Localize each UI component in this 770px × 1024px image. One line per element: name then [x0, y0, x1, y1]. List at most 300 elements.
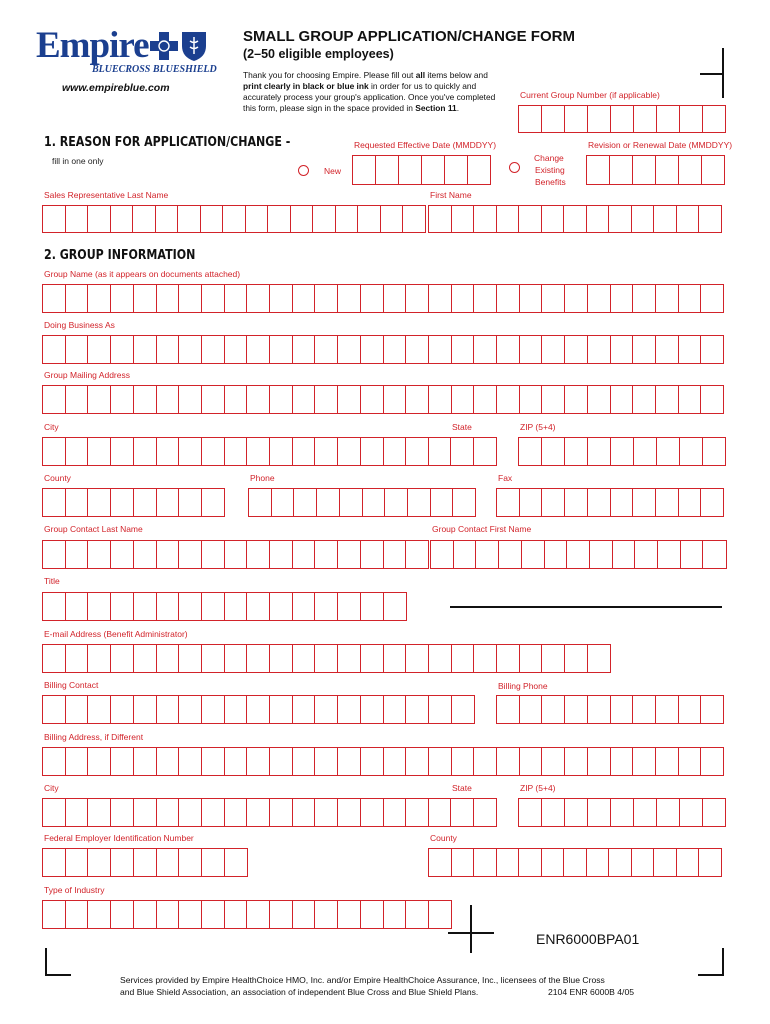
- char-box[interactable]: [269, 900, 293, 929]
- char-box[interactable]: [337, 900, 361, 929]
- char-box[interactable]: [314, 437, 338, 466]
- char-box[interactable]: [156, 644, 180, 673]
- char-box[interactable]: [564, 488, 588, 517]
- option-change-radio[interactable]: [509, 162, 520, 173]
- char-box[interactable]: [405, 335, 429, 364]
- char-box[interactable]: [201, 437, 225, 466]
- char-box[interactable]: [451, 848, 475, 877]
- char-box[interactable]: [610, 437, 634, 466]
- char-box[interactable]: [65, 385, 89, 414]
- char-box[interactable]: [428, 644, 452, 673]
- char-box[interactable]: [314, 644, 338, 673]
- char-box[interactable]: [428, 798, 452, 827]
- char-box[interactable]: [541, 205, 565, 233]
- char-box[interactable]: [133, 437, 157, 466]
- char-box[interactable]: [133, 644, 157, 673]
- char-box[interactable]: [246, 644, 270, 673]
- char-box[interactable]: [360, 798, 384, 827]
- char-box[interactable]: [292, 798, 316, 827]
- char-box[interactable]: [519, 284, 543, 313]
- char-box[interactable]: [201, 335, 225, 364]
- billing-contact-field[interactable]: [42, 695, 473, 724]
- revision-date-field[interactable]: [586, 155, 724, 185]
- char-box[interactable]: [428, 747, 452, 776]
- char-box[interactable]: [360, 695, 384, 724]
- contact-first-field[interactable]: [430, 540, 725, 569]
- char-box[interactable]: [632, 488, 656, 517]
- char-box[interactable]: [245, 205, 269, 233]
- char-box[interactable]: [65, 695, 89, 724]
- char-box[interactable]: [564, 284, 588, 313]
- char-box[interactable]: [133, 695, 157, 724]
- char-box[interactable]: [610, 385, 634, 414]
- char-box[interactable]: [87, 335, 111, 364]
- char-box[interactable]: [518, 105, 542, 133]
- char-box[interactable]: [133, 385, 157, 414]
- char-box[interactable]: [292, 335, 316, 364]
- char-box[interactable]: [133, 284, 157, 313]
- char-box[interactable]: [634, 540, 658, 569]
- char-box[interactable]: [201, 900, 225, 929]
- char-box[interactable]: [519, 385, 543, 414]
- char-box[interactable]: [156, 747, 180, 776]
- char-box[interactable]: [246, 695, 270, 724]
- char-box[interactable]: [633, 798, 657, 827]
- char-box[interactable]: [337, 437, 361, 466]
- char-box[interactable]: [519, 747, 543, 776]
- char-box[interactable]: [467, 155, 491, 185]
- char-box[interactable]: [656, 437, 680, 466]
- char-box[interactable]: [269, 798, 293, 827]
- char-box[interactable]: [398, 155, 422, 185]
- title-field[interactable]: [42, 592, 405, 621]
- char-box[interactable]: [383, 437, 407, 466]
- char-box[interactable]: [678, 695, 702, 724]
- char-box[interactable]: [405, 385, 429, 414]
- char-box[interactable]: [335, 205, 359, 233]
- char-box[interactable]: [698, 848, 722, 877]
- char-box[interactable]: [587, 437, 611, 466]
- char-box[interactable]: [473, 335, 497, 364]
- char-box[interactable]: [110, 335, 134, 364]
- char-box[interactable]: [292, 540, 316, 569]
- char-box[interactable]: [110, 592, 134, 621]
- char-box[interactable]: [314, 900, 338, 929]
- char-box[interactable]: [200, 205, 224, 233]
- char-box[interactable]: [541, 437, 565, 466]
- char-box[interactable]: [496, 488, 520, 517]
- char-box[interactable]: [337, 335, 361, 364]
- char-box[interactable]: [65, 644, 89, 673]
- char-box[interactable]: [42, 848, 66, 877]
- char-box[interactable]: [564, 437, 588, 466]
- char-box[interactable]: [383, 695, 407, 724]
- char-box[interactable]: [587, 385, 611, 414]
- char-box[interactable]: [702, 540, 726, 569]
- char-box[interactable]: [269, 385, 293, 414]
- char-box[interactable]: [269, 284, 293, 313]
- char-box[interactable]: [201, 540, 225, 569]
- char-box[interactable]: [610, 335, 634, 364]
- char-box[interactable]: [87, 592, 111, 621]
- requested-effective-date-field[interactable]: [352, 155, 490, 185]
- char-box[interactable]: [519, 644, 543, 673]
- char-box[interactable]: [42, 205, 66, 233]
- char-box[interactable]: [224, 437, 248, 466]
- option-new-radio[interactable]: [298, 165, 309, 176]
- char-box[interactable]: [405, 644, 429, 673]
- char-box[interactable]: [678, 155, 702, 185]
- char-box[interactable]: [269, 747, 293, 776]
- char-box[interactable]: [178, 488, 202, 517]
- char-box[interactable]: [655, 488, 679, 517]
- char-box[interactable]: [566, 540, 590, 569]
- char-box[interactable]: [679, 105, 703, 133]
- char-box[interactable]: [428, 284, 452, 313]
- char-box[interactable]: [541, 747, 565, 776]
- char-box[interactable]: [450, 437, 474, 466]
- fax-field[interactable]: [496, 488, 723, 517]
- char-box[interactable]: [608, 848, 632, 877]
- char-box[interactable]: [383, 644, 407, 673]
- char-box[interactable]: [473, 284, 497, 313]
- fein-field[interactable]: [42, 848, 246, 877]
- char-box[interactable]: [224, 385, 248, 414]
- char-box[interactable]: [383, 335, 407, 364]
- billing-address-field[interactable]: [42, 747, 723, 776]
- char-box[interactable]: [110, 284, 134, 313]
- char-box[interactable]: [405, 540, 429, 569]
- char-box[interactable]: [87, 205, 111, 233]
- char-box[interactable]: [678, 385, 702, 414]
- char-box[interactable]: [178, 385, 202, 414]
- char-box[interactable]: [87, 900, 111, 929]
- char-box[interactable]: [292, 437, 316, 466]
- char-box[interactable]: [156, 437, 180, 466]
- char-box[interactable]: [405, 900, 429, 929]
- char-box[interactable]: [314, 335, 338, 364]
- char-box[interactable]: [224, 695, 248, 724]
- char-box[interactable]: [360, 335, 384, 364]
- char-box[interactable]: [42, 695, 66, 724]
- char-box[interactable]: [360, 592, 384, 621]
- char-box[interactable]: [473, 798, 497, 827]
- char-box[interactable]: [292, 644, 316, 673]
- char-box[interactable]: [110, 437, 134, 466]
- char-box[interactable]: [357, 205, 381, 233]
- char-box[interactable]: [541, 798, 565, 827]
- char-box[interactable]: [337, 695, 361, 724]
- char-box[interactable]: [383, 798, 407, 827]
- char-box[interactable]: [178, 900, 202, 929]
- char-box[interactable]: [679, 798, 703, 827]
- char-box[interactable]: [201, 488, 225, 517]
- char-box[interactable]: [87, 747, 111, 776]
- char-box[interactable]: [42, 335, 66, 364]
- char-box[interactable]: [133, 900, 157, 929]
- char-box[interactable]: [178, 644, 202, 673]
- char-box[interactable]: [65, 900, 89, 929]
- char-box[interactable]: [451, 644, 475, 673]
- char-box[interactable]: [222, 205, 246, 233]
- char-box[interactable]: [564, 695, 588, 724]
- char-box[interactable]: [518, 798, 542, 827]
- char-box[interactable]: [269, 437, 293, 466]
- char-box[interactable]: [110, 695, 134, 724]
- char-box[interactable]: [267, 205, 291, 233]
- char-box[interactable]: [314, 747, 338, 776]
- char-box[interactable]: [110, 488, 134, 517]
- char-box[interactable]: [42, 592, 66, 621]
- char-box[interactable]: [337, 747, 361, 776]
- char-box[interactable]: [632, 335, 656, 364]
- char-box[interactable]: [587, 747, 611, 776]
- char-box[interactable]: [87, 540, 111, 569]
- char-box[interactable]: [428, 335, 452, 364]
- char-box[interactable]: [384, 488, 408, 517]
- char-box[interactable]: [65, 488, 89, 517]
- char-box[interactable]: [653, 205, 677, 233]
- char-box[interactable]: [65, 437, 89, 466]
- char-box[interactable]: [42, 900, 66, 929]
- char-box[interactable]: [473, 747, 497, 776]
- char-box[interactable]: [612, 540, 636, 569]
- char-box[interactable]: [177, 205, 201, 233]
- char-box[interactable]: [451, 205, 475, 233]
- char-box[interactable]: [133, 747, 157, 776]
- char-box[interactable]: [269, 644, 293, 673]
- char-box[interactable]: [496, 385, 520, 414]
- char-box[interactable]: [201, 284, 225, 313]
- char-box[interactable]: [178, 848, 202, 877]
- sales-rep-first-field[interactable]: [428, 205, 721, 233]
- char-box[interactable]: [421, 155, 445, 185]
- char-box[interactable]: [655, 284, 679, 313]
- char-box[interactable]: [679, 437, 703, 466]
- char-box[interactable]: [314, 592, 338, 621]
- char-box[interactable]: [702, 437, 726, 466]
- county-field[interactable]: [42, 488, 224, 517]
- char-box[interactable]: [655, 385, 679, 414]
- char-box[interactable]: [657, 540, 681, 569]
- char-box[interactable]: [201, 695, 225, 724]
- char-box[interactable]: [544, 540, 568, 569]
- char-box[interactable]: [587, 695, 611, 724]
- char-box[interactable]: [521, 540, 545, 569]
- char-box[interactable]: [65, 747, 89, 776]
- char-box[interactable]: [451, 335, 475, 364]
- char-box[interactable]: [631, 848, 655, 877]
- char-box[interactable]: [110, 205, 134, 233]
- char-box[interactable]: [178, 695, 202, 724]
- char-box[interactable]: [87, 798, 111, 827]
- char-box[interactable]: [290, 205, 314, 233]
- char-box[interactable]: [201, 644, 225, 673]
- county2-field[interactable]: [428, 848, 721, 877]
- char-box[interactable]: [246, 335, 270, 364]
- char-box[interactable]: [269, 592, 293, 621]
- char-box[interactable]: [292, 385, 316, 414]
- char-box[interactable]: [314, 284, 338, 313]
- char-box[interactable]: [700, 747, 724, 776]
- char-box[interactable]: [360, 747, 384, 776]
- char-box[interactable]: [156, 385, 180, 414]
- char-box[interactable]: [496, 848, 520, 877]
- current-group-number-field[interactable]: [518, 105, 725, 133]
- char-box[interactable]: [360, 437, 384, 466]
- char-box[interactable]: [428, 695, 452, 724]
- char-box[interactable]: [428, 437, 452, 466]
- char-box[interactable]: [110, 644, 134, 673]
- char-box[interactable]: [224, 848, 248, 877]
- char-box[interactable]: [246, 747, 270, 776]
- char-box[interactable]: [380, 205, 404, 233]
- char-box[interactable]: [110, 747, 134, 776]
- char-box[interactable]: [110, 900, 134, 929]
- char-box[interactable]: [610, 747, 634, 776]
- char-box[interactable]: [110, 540, 134, 569]
- char-box[interactable]: [224, 747, 248, 776]
- char-box[interactable]: [587, 798, 611, 827]
- char-box[interactable]: [655, 155, 679, 185]
- char-box[interactable]: [519, 335, 543, 364]
- char-box[interactable]: [178, 798, 202, 827]
- char-box[interactable]: [518, 205, 542, 233]
- char-box[interactable]: [339, 488, 363, 517]
- char-box[interactable]: [632, 385, 656, 414]
- char-box[interactable]: [700, 488, 724, 517]
- char-box[interactable]: [360, 644, 384, 673]
- char-box[interactable]: [224, 798, 248, 827]
- char-box[interactable]: [586, 205, 610, 233]
- char-box[interactable]: [383, 540, 407, 569]
- char-box[interactable]: [293, 488, 317, 517]
- char-box[interactable]: [496, 284, 520, 313]
- char-box[interactable]: [314, 540, 338, 569]
- char-box[interactable]: [564, 747, 588, 776]
- char-box[interactable]: [156, 848, 180, 877]
- char-box[interactable]: [610, 105, 634, 133]
- char-box[interactable]: [316, 488, 340, 517]
- char-box[interactable]: [383, 592, 407, 621]
- char-box[interactable]: [201, 848, 225, 877]
- char-box[interactable]: [680, 540, 704, 569]
- city-field[interactable]: [42, 437, 451, 466]
- char-box[interactable]: [314, 798, 338, 827]
- char-box[interactable]: [87, 488, 111, 517]
- char-box[interactable]: [360, 284, 384, 313]
- char-box[interactable]: [700, 284, 724, 313]
- char-box[interactable]: [541, 848, 565, 877]
- char-box[interactable]: [655, 747, 679, 776]
- doing-business-as-field[interactable]: [42, 335, 723, 364]
- phone-field[interactable]: [248, 488, 475, 517]
- sales-rep-last-field[interactable]: [42, 205, 425, 233]
- char-box[interactable]: [314, 385, 338, 414]
- char-box[interactable]: [656, 798, 680, 827]
- char-box[interactable]: [201, 747, 225, 776]
- char-box[interactable]: [541, 105, 565, 133]
- char-box[interactable]: [292, 695, 316, 724]
- char-box[interactable]: [656, 105, 680, 133]
- char-box[interactable]: [587, 105, 611, 133]
- char-box[interactable]: [473, 644, 497, 673]
- char-box[interactable]: [655, 695, 679, 724]
- char-box[interactable]: [360, 540, 384, 569]
- char-box[interactable]: [587, 644, 611, 673]
- char-box[interactable]: [87, 848, 111, 877]
- char-box[interactable]: [564, 385, 588, 414]
- char-box[interactable]: [519, 695, 543, 724]
- char-box[interactable]: [42, 488, 66, 517]
- char-box[interactable]: [337, 644, 361, 673]
- char-box[interactable]: [702, 105, 726, 133]
- char-box[interactable]: [564, 105, 588, 133]
- char-box[interactable]: [312, 205, 336, 233]
- email-field[interactable]: [42, 644, 610, 673]
- char-box[interactable]: [383, 900, 407, 929]
- char-box[interactable]: [473, 385, 497, 414]
- char-box[interactable]: [337, 592, 361, 621]
- char-box[interactable]: [541, 335, 565, 364]
- char-box[interactable]: [87, 284, 111, 313]
- char-box[interactable]: [608, 205, 632, 233]
- char-box[interactable]: [337, 385, 361, 414]
- char-box[interactable]: [473, 848, 497, 877]
- char-box[interactable]: [698, 205, 722, 233]
- char-box[interactable]: [110, 798, 134, 827]
- char-box[interactable]: [360, 900, 384, 929]
- char-box[interactable]: [541, 385, 565, 414]
- char-box[interactable]: [337, 798, 361, 827]
- char-box[interactable]: [609, 155, 633, 185]
- char-box[interactable]: [633, 437, 657, 466]
- char-box[interactable]: [453, 540, 477, 569]
- char-box[interactable]: [475, 540, 499, 569]
- char-box[interactable]: [155, 205, 179, 233]
- char-box[interactable]: [632, 155, 656, 185]
- char-box[interactable]: [541, 695, 565, 724]
- char-box[interactable]: [405, 437, 429, 466]
- char-box[interactable]: [224, 540, 248, 569]
- char-box[interactable]: [451, 284, 475, 313]
- char-box[interactable]: [407, 488, 431, 517]
- char-box[interactable]: [156, 900, 180, 929]
- char-box[interactable]: [271, 488, 295, 517]
- char-box[interactable]: [87, 644, 111, 673]
- char-box[interactable]: [133, 848, 157, 877]
- char-box[interactable]: [451, 695, 475, 724]
- char-box[interactable]: [292, 284, 316, 313]
- char-box[interactable]: [631, 205, 655, 233]
- char-box[interactable]: [178, 335, 202, 364]
- char-box[interactable]: [519, 488, 543, 517]
- char-box[interactable]: [452, 488, 476, 517]
- char-box[interactable]: [383, 747, 407, 776]
- char-box[interactable]: [246, 798, 270, 827]
- state2-field[interactable]: [450, 798, 496, 827]
- group-name-field[interactable]: [42, 284, 723, 313]
- char-box[interactable]: [178, 437, 202, 466]
- char-box[interactable]: [42, 540, 66, 569]
- char-box[interactable]: [42, 798, 66, 827]
- char-box[interactable]: [444, 155, 468, 185]
- char-box[interactable]: [451, 747, 475, 776]
- billing-phone-field[interactable]: [496, 695, 723, 724]
- city2-field[interactable]: [42, 798, 451, 827]
- char-box[interactable]: [65, 798, 89, 827]
- char-box[interactable]: [269, 540, 293, 569]
